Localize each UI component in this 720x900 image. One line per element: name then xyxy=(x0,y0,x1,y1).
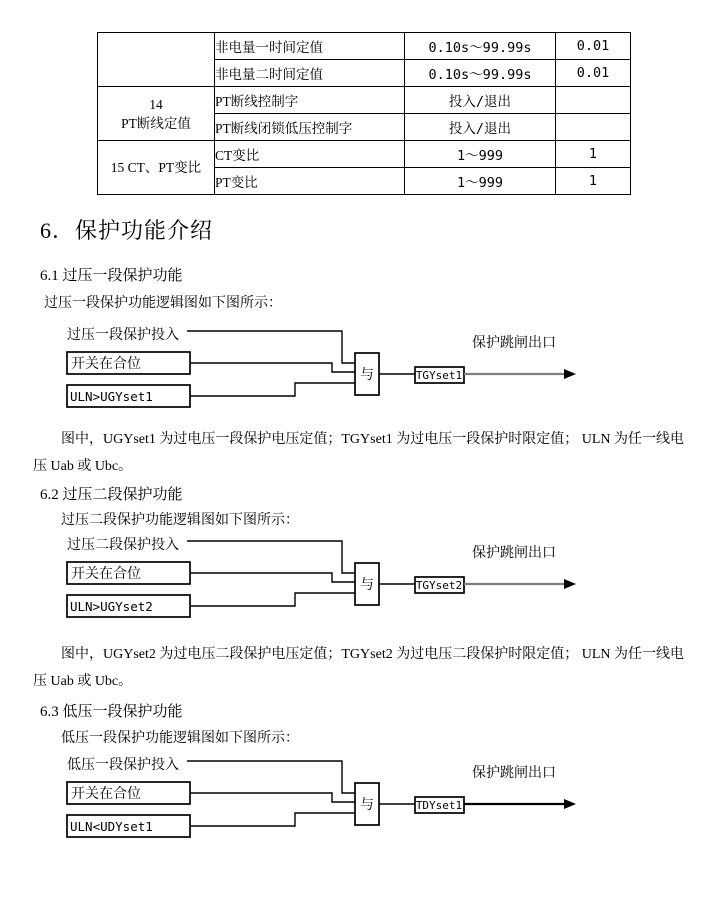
setting-name: PT断线闭锁低压控制字 xyxy=(215,114,405,141)
table-group-cell-pt-broken xyxy=(98,87,215,141)
time-delay-label: TGYset2 xyxy=(415,579,463,592)
connector-line xyxy=(190,813,355,826)
enable-input-label: 低压一段保护投入 xyxy=(67,758,179,773)
condition-input-label: ULN>UGYset2 xyxy=(70,599,153,614)
setting-range: 投入/退出 xyxy=(405,114,556,141)
subsection-title-6-3: 6.3 低压一段保护功能 xyxy=(40,704,183,720)
setting-range: 投入/退出 xyxy=(405,87,556,114)
arrowhead-icon xyxy=(564,799,576,809)
note-line: 图中，UGYset1 为过电压一段保护电压定值；TGYset1 为过电压一段保护时限定值； ULN 为任一线电 xyxy=(61,432,684,447)
arrowhead-icon xyxy=(564,369,576,379)
setting-step xyxy=(556,87,631,114)
connector-line xyxy=(187,541,355,573)
table-group-cell-empty xyxy=(98,33,215,87)
enable-input-label: 过压一段保护投入 xyxy=(67,328,179,343)
settings-table xyxy=(97,32,631,195)
setting-step: 1 xyxy=(556,141,631,168)
connector-line xyxy=(187,331,355,363)
note-line: 图中，UGYset2 为过电压二段保护电压定值；TGYset2 为过电压二段保护时限定值； ULN 为任一线电 xyxy=(61,647,684,662)
logic-diagram-6-3 xyxy=(0,752,720,847)
note-line: 压 Uab 或 Ubc。 xyxy=(33,674,133,689)
group-name: PT断线定值 xyxy=(121,115,191,131)
connector-line xyxy=(190,573,355,582)
switch-input-label: 开关在合位 xyxy=(71,787,141,802)
setting-range: 0.10s～99.99s xyxy=(405,60,556,87)
table-row xyxy=(98,33,631,60)
condition-input-label: ULN<UDYset1 xyxy=(70,819,153,834)
setting-name: CT变比 xyxy=(215,141,405,168)
and-gate-label: 与 xyxy=(360,798,374,813)
output-label: 保护跳闸出口 xyxy=(472,546,556,561)
output-label: 保护跳闸出口 xyxy=(472,766,556,781)
switch-input-label: 开关在合位 xyxy=(71,357,141,372)
setting-step: 0.01 xyxy=(556,60,631,87)
setting-range: 0.10s～99.99s xyxy=(405,33,556,60)
connector-line xyxy=(187,761,355,793)
connector-line xyxy=(190,793,355,802)
figure-note-6-2 xyxy=(33,641,684,695)
subsection-title-6-2: 6.2 过压二段保护功能 xyxy=(40,487,183,503)
group-number: 14 xyxy=(149,96,163,112)
table-group-cell-ct-pt-ratio: 15 CT、PT变比 xyxy=(98,141,215,195)
subsection-intro-6-1: 过压一段保护功能逻辑图如下图所示： xyxy=(44,296,282,311)
subsection-intro-6-2: 过压二段保护功能逻辑图如下图所示： xyxy=(61,513,299,528)
condition-input-label: ULN>UGYset1 xyxy=(70,389,153,404)
and-gate-label: 与 xyxy=(360,578,374,593)
connector-line xyxy=(190,383,355,396)
table-row xyxy=(98,87,631,114)
and-gate-label: 与 xyxy=(360,368,374,383)
figure-note-6-1 xyxy=(33,426,684,480)
subsection-intro-6-3: 低压一段保护功能逻辑图如下图所示： xyxy=(61,731,299,746)
enable-input-label: 过压二段保护投入 xyxy=(67,538,179,553)
output-label: 保护跳闸出口 xyxy=(472,336,556,351)
connector-line xyxy=(190,593,355,606)
setting-name: PT断线控制字 xyxy=(215,87,405,114)
table-row xyxy=(98,141,631,168)
chapter-heading: 6．保护功能介绍 xyxy=(40,218,214,243)
setting-range: 1～999 xyxy=(405,141,556,168)
logic-diagram-6-2 xyxy=(0,532,720,627)
setting-name: 非电量二时间定值 xyxy=(215,60,405,87)
arrowhead-icon xyxy=(564,579,576,589)
setting-step: 0.01 xyxy=(556,33,631,60)
time-delay-label: TDYset1 xyxy=(415,799,463,812)
time-delay-label: TGYset1 xyxy=(415,369,463,382)
setting-step: 1 xyxy=(556,168,631,195)
subsection-title-6-1: 6.1 过压一段保护功能 xyxy=(40,268,183,284)
switch-input-label: 开关在合位 xyxy=(71,567,141,582)
setting-name: 非电量一时间定值 xyxy=(215,33,405,60)
connector-line xyxy=(190,363,355,372)
logic-diagram-6-1 xyxy=(0,322,720,417)
setting-step xyxy=(556,114,631,141)
note-line: 压 Uab 或 Ubc。 xyxy=(33,459,133,474)
setting-range: 1～999 xyxy=(405,168,556,195)
setting-name: PT变比 xyxy=(215,168,405,195)
